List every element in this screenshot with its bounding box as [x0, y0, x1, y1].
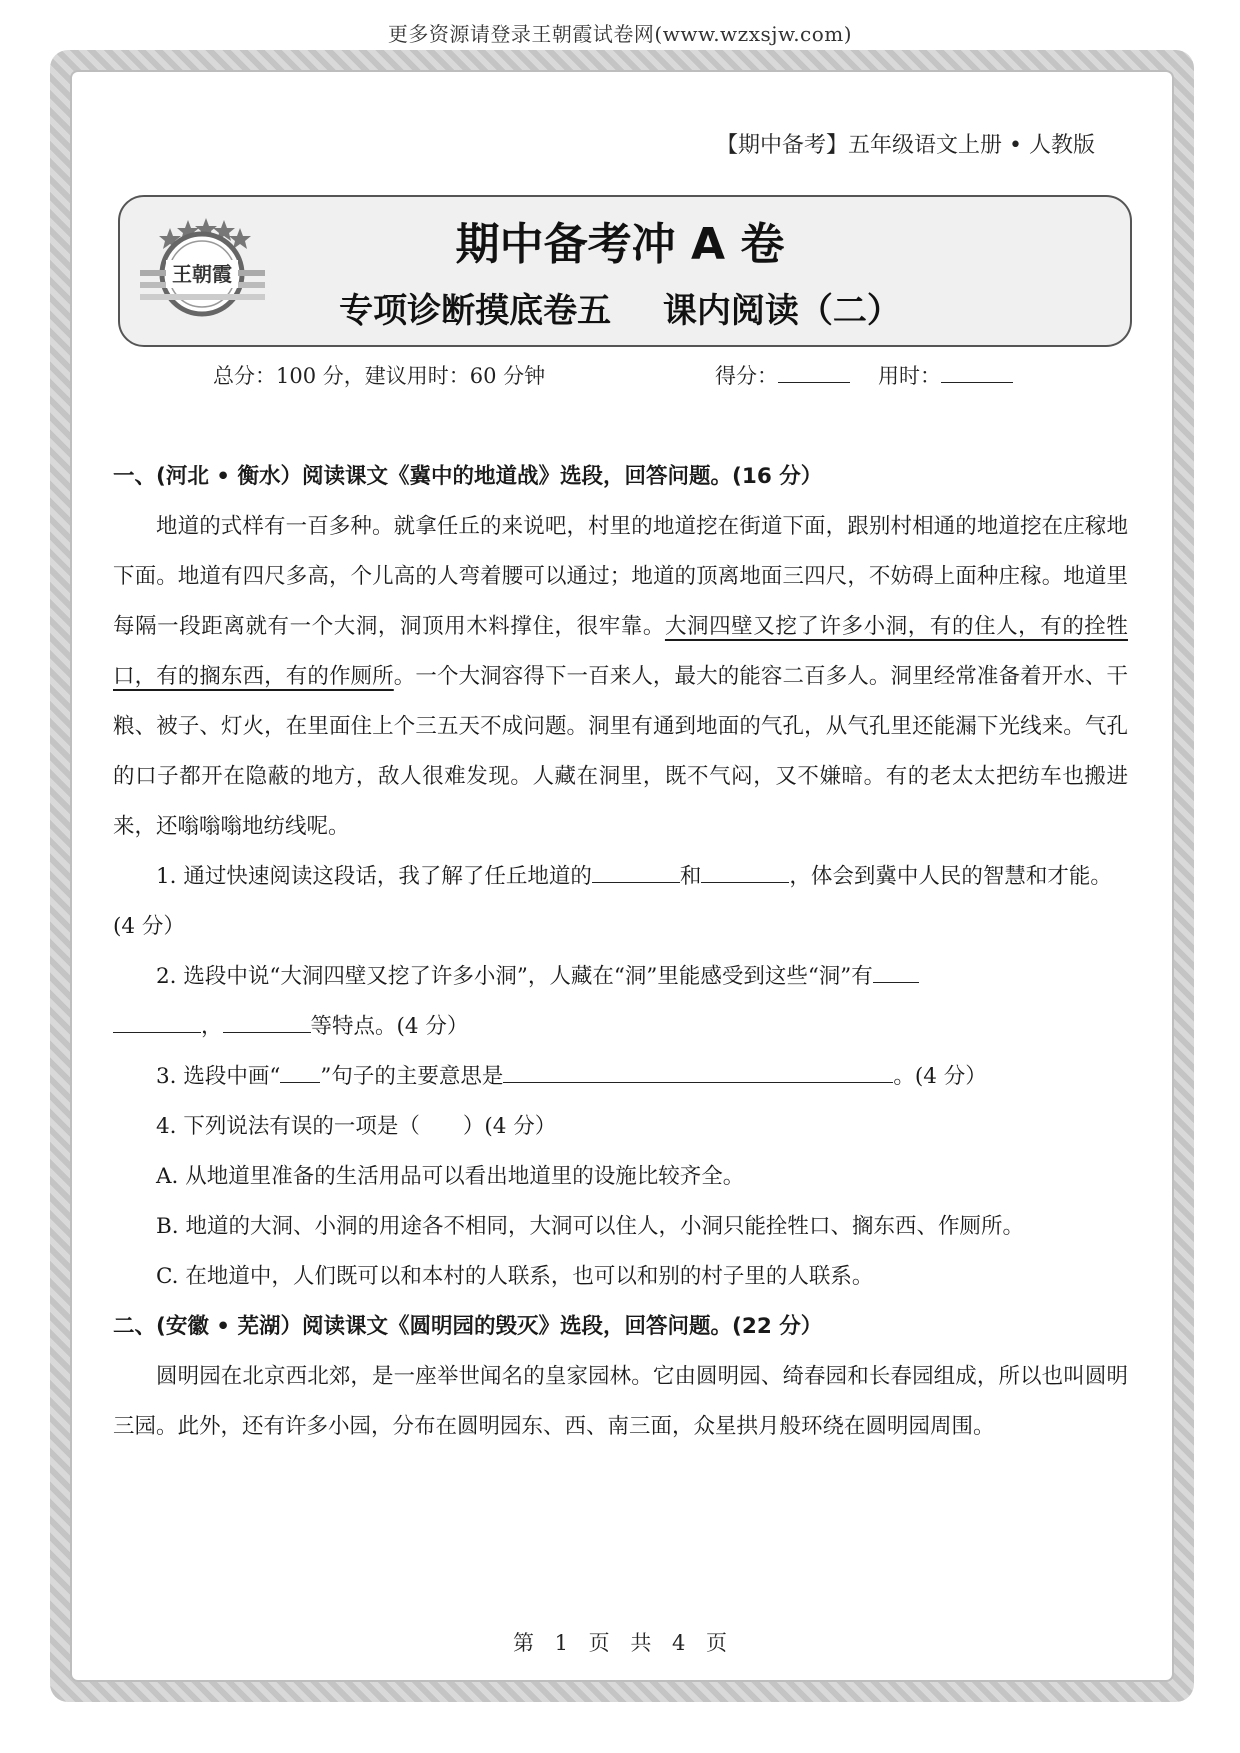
main-title: 期中备考冲 A 卷	[455, 219, 785, 270]
answer-blank[interactable]	[503, 1060, 893, 1083]
section2-passage: 圆明园在北京西北郊，是一座举世闻名的皇家园林。它由圆明园、绮春园和长春园组成，所以也叫圆明三园。此外，还有许多小园，分布在圆明园东、西、南三面，众星拱月般环绕在圆明园周围。	[113, 1364, 1128, 1439]
option-b: B. 地道的大洞、小洞的用途各不相同，大洞可以住人，小洞只能拴牲口、搁东西、作厕所。	[156, 1214, 1024, 1239]
time-field	[878, 360, 1013, 390]
question-3: 3. 选段中画“ ”句子的主要意思是 。(4 分）	[113, 1052, 1128, 1102]
score-label: 得分：	[715, 364, 778, 388]
answer-blank[interactable]	[873, 960, 919, 983]
time-label: 用时：	[878, 364, 941, 388]
option-c: C. 在地道中，人们既可以和本村的人联系，也可以和别的村子里的人联系。	[156, 1264, 874, 1289]
question-2: 2. 选段中说“大洞四壁又挖了许多小洞”，人藏在“洞”里能感受到这些“洞”有 ， 等特点。(4 分）	[113, 952, 1128, 1052]
answer-blank[interactable]	[592, 860, 680, 883]
answer-blank[interactable]	[223, 1010, 311, 1033]
answer-blank[interactable]	[113, 1010, 201, 1033]
time-blank[interactable]	[941, 362, 1013, 383]
score-blank[interactable]	[778, 362, 850, 383]
sub-title: 专项诊断摸底卷五 课内阅读（二）	[339, 291, 901, 331]
score-field	[715, 360, 850, 390]
passage-part-a: 地道的式样有一百多种。就拿任丘的来说吧，村里的地道挖在街道下面，跟别村相通的地道挖在庄稼地下面。地道有四尺多高，个儿高的人弯着腰可以通过；地道的顶离地面三四尺，不妨碍上面种庄稼。地道里每隔一段距离就有一个大洞，洞顶用木料撑住，很牢靠。	[113, 514, 1128, 639]
section1-passage	[113, 502, 1128, 852]
option-a: A. 从地道里准备的生活用品可以看出地道里的设施比较齐全。	[156, 1164, 745, 1189]
exam-content	[113, 452, 1128, 1452]
question-4: 4. 下列说法有误的一项是（ ）(4 分）	[156, 1114, 557, 1139]
question-1: 1. 通过快速阅读这段话，我了解了任丘地道的 和 ，体会到冀中人民的智慧和才能。(4 分）	[113, 852, 1128, 952]
page-footer: 第 1 页 共 4 页	[512, 1631, 728, 1655]
site-note: 更多资源请登录王朝霞试卷网(www.wzxsjw.com)	[387, 22, 853, 46]
score-info-total: 总分：100 分，建议用时：60 分钟	[213, 364, 546, 388]
underlined-sentence: 大洞四壁又挖了许多小洞，有的住人，有的拴牲口，有的搁东西，有的作厕所	[113, 614, 1128, 689]
underline-sample	[280, 1060, 320, 1083]
brand-logo-icon	[140, 210, 265, 330]
passage-part-b: 。一个大洞容得下一百来人，最大的能容二百多人。洞里经常准备着开水、干粮、被子、灯火，在里面住上个三五天不成问题。洞里有通到地面的气孔，从气孔里还能漏下光线来。气孔的口子都开在隐蔽的地方，敌人很难发现。人藏在洞里，既不气闷，又不嫌暗。有的老太太把纺车也搬进来，还嗡嗡嗡地纺线呢。	[113, 664, 1128, 839]
answer-blank[interactable]	[701, 860, 789, 883]
section1-heading: 一、(河北 • 衡水）阅读课文《冀中的地道战》选段，回答问题。(16 分）	[113, 464, 823, 489]
section2-heading: 二、(安徽 • 芜湖）阅读课文《圆明园的毁灭》选段，回答问题。(22 分）	[113, 1314, 823, 1339]
logo-text: 王朝霞	[172, 262, 232, 286]
edition-label: 【期中备考】五年级语文上册 • 人教版	[716, 133, 1095, 158]
